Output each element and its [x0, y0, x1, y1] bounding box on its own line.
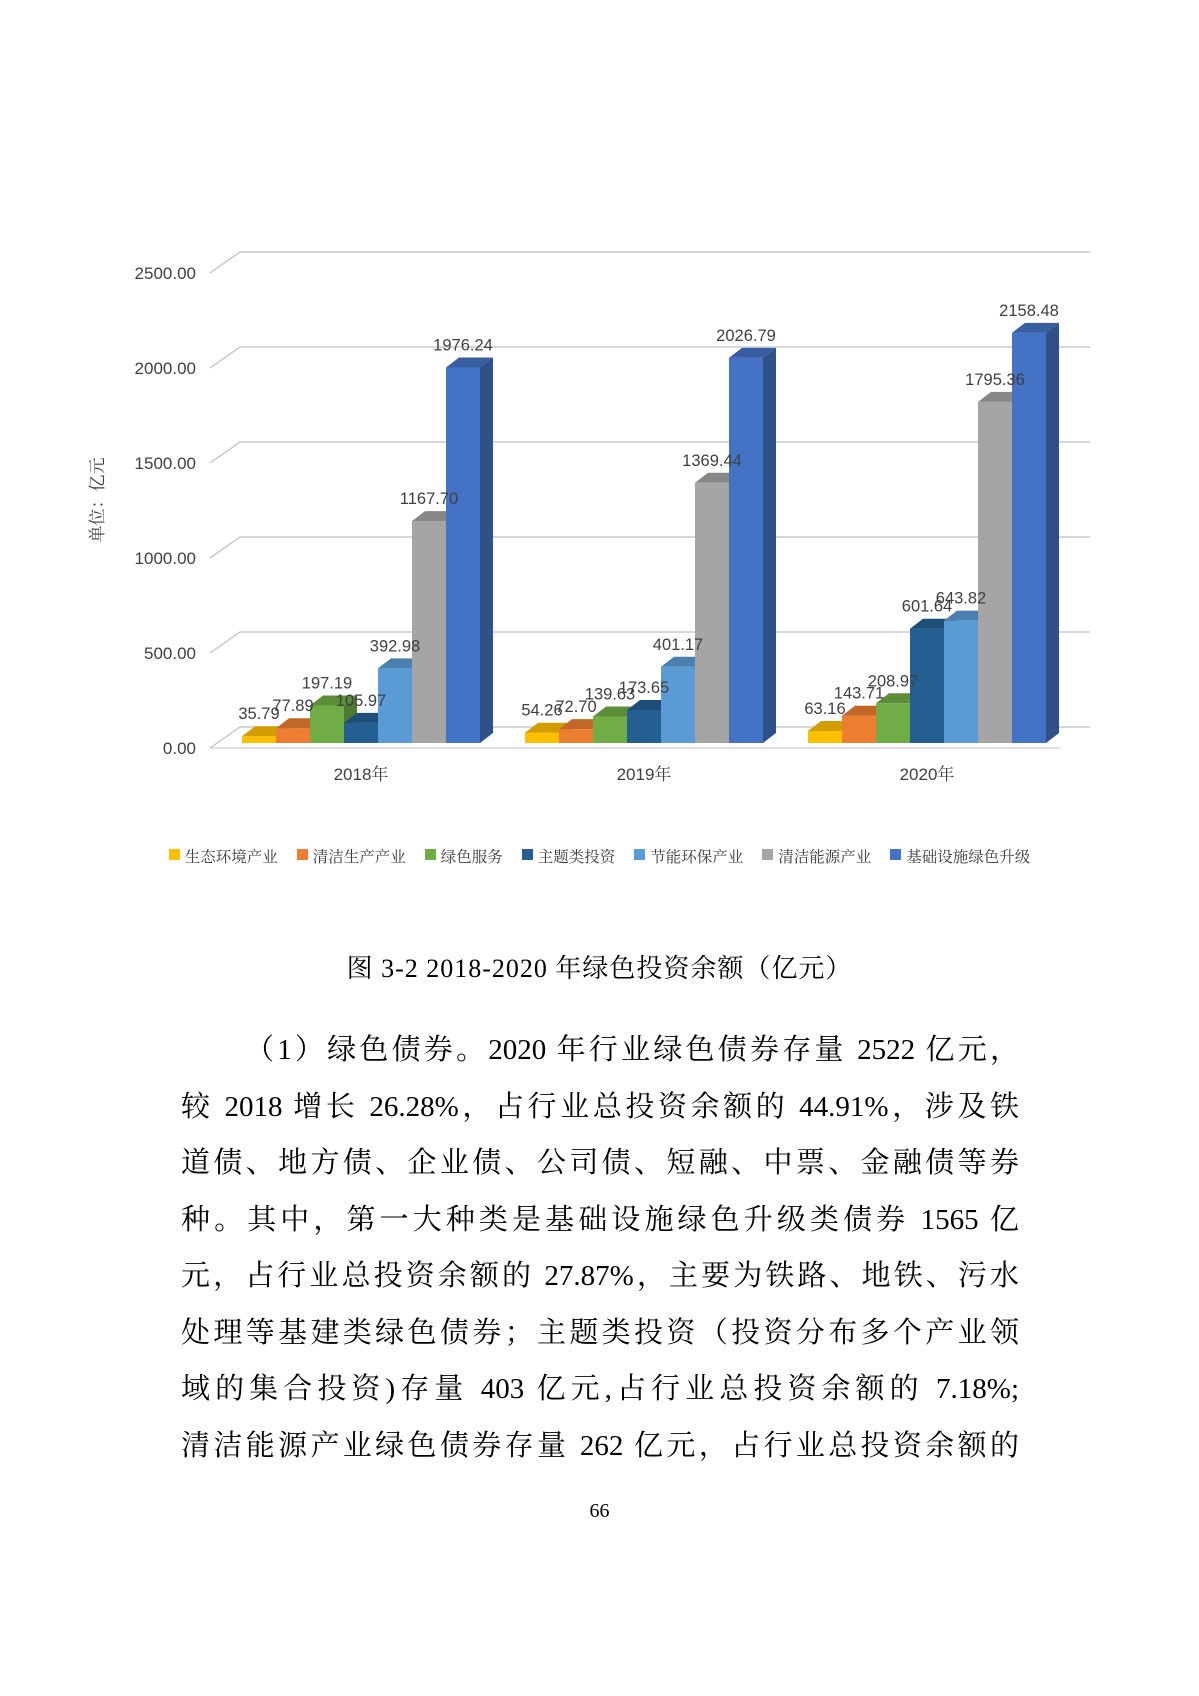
body-paragraph: [181, 1022, 1019, 1474]
legend-item: [297, 845, 406, 867]
y-axis-tick-labels: [135, 264, 196, 758]
bar: [729, 348, 776, 743]
bar-value-label: 208.97: [867, 672, 919, 691]
bar-value-label: 2026.79: [716, 326, 776, 345]
bar-value-label: 105.97: [335, 691, 387, 710]
paragraph-line: 道债、地方债、企业债、公司债、短融、中票、金融债等券: [181, 1147, 1019, 1179]
bar-value-label: 197.19: [301, 674, 353, 693]
bar-value-label: 139.63: [584, 685, 636, 704]
y-tick-label: 2000.00: [134, 359, 196, 378]
bar-value-label: 54.26: [521, 701, 563, 720]
y-tick-label: 1000.00: [134, 549, 196, 568]
bar: [446, 358, 493, 743]
paragraph-line: 清洁能源产业绿色债券存量 262 亿元，占行业总投资余额的: [181, 1429, 1019, 1462]
paragraph-line: （1）绿色债券。2020 年行业绿色债券存量 2522 亿元，: [245, 1034, 1019, 1066]
paragraph-line: 处理等基建类绿色债券；主题类投资（投资分布多个产业领: [181, 1316, 1019, 1349]
paragraph-line: 域的集合投资)存量 403 亿元,占行业总投资余额的 7.18%;: [181, 1373, 1019, 1405]
legend-label: 基础设施绿色升级: [906, 849, 1031, 866]
legend-item: [169, 845, 278, 867]
bar-value-label: 1167.70: [399, 490, 459, 509]
paragraph-line: 较 2018 增长 26.28%，占行业总投资余额的 44.91%，涉及铁: [181, 1090, 1019, 1123]
bar-value-label: 72.70: [555, 698, 597, 717]
bar-value-label: 1369.44: [682, 451, 742, 470]
bar-value-label: 143.71: [833, 684, 885, 703]
figure-caption: 图 3-2 2018-2020 年绿色投资余额（亿元）: [346, 954, 853, 983]
x-axis-category-labels: [334, 764, 955, 784]
legend-swatch-icon: [297, 849, 308, 860]
y-tick-label: 0.00: [162, 739, 196, 758]
y-tick-label: 500.00: [144, 644, 196, 663]
legend-label: 清洁生产产业: [312, 849, 406, 866]
bar-value-label: 77.89: [272, 697, 314, 716]
chart-legend: [0, 845, 1199, 867]
legend-swatch-icon: [762, 849, 773, 860]
paragraph-line: 种。其中，第一大种类是基础设施绿色升级类债券 1565 亿: [181, 1203, 1019, 1236]
legend-item: [425, 845, 503, 867]
bar-value-label: 392.98: [369, 637, 421, 656]
y-tick-label: 2500.00: [134, 264, 196, 283]
x-category-label: 2019年: [616, 765, 672, 784]
x-category-label: 2018年: [333, 765, 389, 784]
bar-value-label: 35.79: [238, 705, 280, 724]
legend-swatch-icon: [634, 849, 645, 860]
legend-label: 清洁能源产业: [778, 849, 872, 866]
bar-value-label: 2158.48: [999, 301, 1059, 320]
legend-label: 生态环境产业: [184, 849, 278, 866]
bar-value-label: 173.65: [618, 679, 670, 698]
legend-swatch-icon: [425, 849, 436, 860]
bar-value-label: 601.64: [901, 597, 953, 616]
bar-value-label: 1795.36: [965, 370, 1025, 389]
y-axis-title: 单位：亿元: [88, 457, 107, 543]
bar-value-label: 1976.24: [433, 336, 493, 355]
y-tick-label: 1500.00: [134, 454, 196, 473]
legend-label: 绿色服务: [440, 849, 503, 866]
paragraph-line: 元，占行业总投资余额的 27.87%，主要为铁路、地铁、污水: [181, 1260, 1019, 1292]
legend-item: [522, 845, 616, 867]
legend-item: [634, 845, 743, 867]
legend-item: [762, 845, 871, 867]
legend-item: [890, 845, 1030, 867]
bar-value-label: 63.16: [804, 699, 846, 718]
legend-swatch-icon: [169, 849, 180, 860]
legend-swatch-icon: [890, 849, 901, 860]
bar-value-label: 643.82: [935, 589, 987, 608]
bar-value-label: 401.17: [652, 635, 704, 654]
legend-swatch-icon: [522, 849, 533, 860]
page-number: 66: [589, 1500, 610, 1522]
legend-label: 节能环保产业: [650, 849, 744, 866]
x-category-label: 2020年: [899, 765, 955, 784]
legend-label: 主题类投资: [537, 849, 616, 866]
